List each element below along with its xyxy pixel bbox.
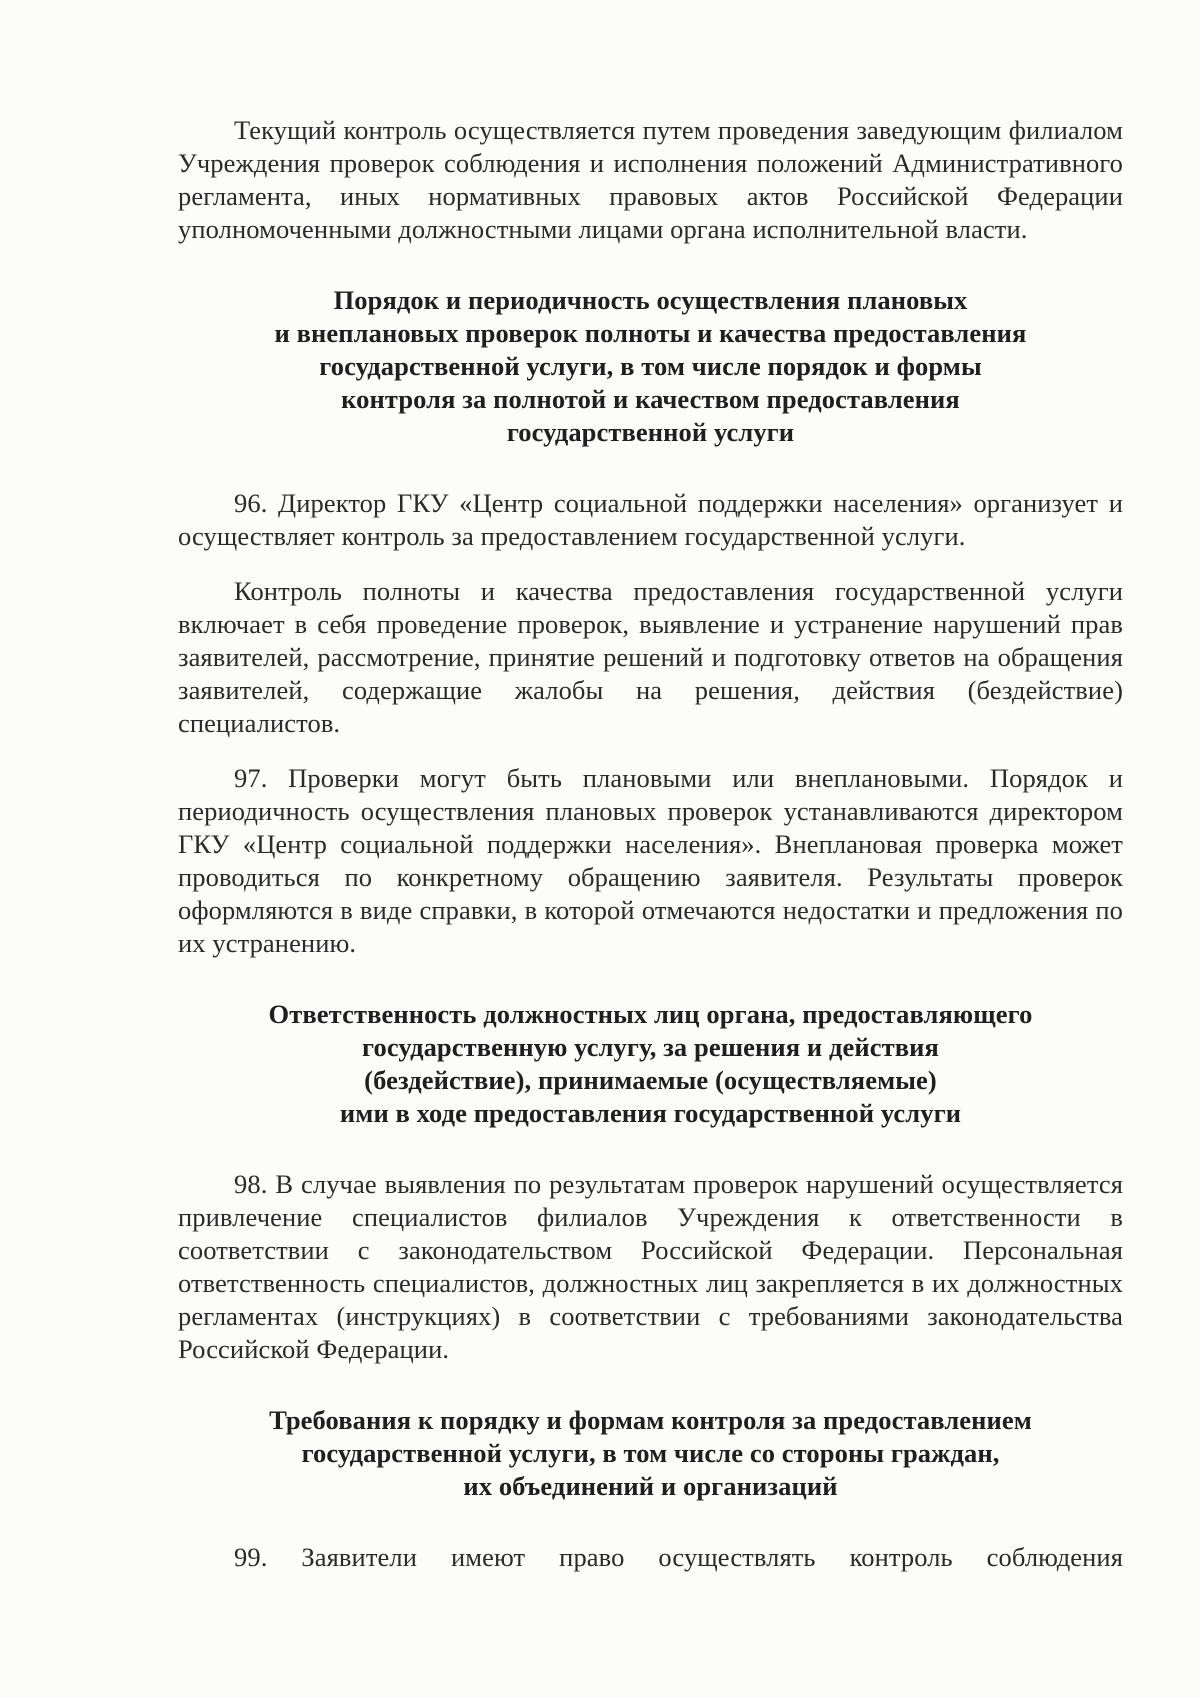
heading-line: Ответственность должностных лиц органа, предоставляющего	[268, 999, 1033, 1029]
heading-line: их объединений и организаций	[463, 1471, 838, 1501]
heading-line: ими в ходе предоставления государственной услуги	[339, 1098, 962, 1128]
heading-line: государственной услуги, в том числе со стороны граждан,	[301, 1438, 1000, 1468]
heading-line: Порядок и периодичность осуществления плановых	[333, 285, 968, 315]
document-body	[178, 114, 1123, 1574]
heading-line: контроля за полнотой и качеством предоставления	[341, 384, 960, 414]
paragraph-96: 96. Директор ГКУ «Центр социальной поддержки населения» организует и осуществляет контроль за предоставлением государственной услуги.	[178, 488, 1123, 551]
paragraph-completeness-control: Контроль полноты и качества предоставления государственной услуги включает в себя проведение проверок, выявление и устранение нарушений прав заявителей, рассмотрение, принятие решений и подготовку ответов на обращения заявителей, содержащие жалобы на решения, действия (бездействие) специалистов.	[178, 576, 1123, 738]
paragraph-97: 97. Проверки могут быть плановыми или внеплановыми. Порядок и периодичность осуществления плановых проверок устанавливаются директором ГКУ «Центр социальной поддержки населения». Внеплановая проверка может проводиться по конкретному обращению заявителя. Результаты проверок оформляются в виде справки, в которой отмечаются недостатки и предложения по их устранению.	[178, 763, 1123, 958]
heading-line: государственную услугу, за решения и действия	[362, 1032, 939, 1062]
heading-line: государственной услуги, в том числе порядок и формы	[319, 351, 982, 381]
paragraph-current-control: Текущий контроль осуществляется путем проведения заведующим филиалом Учреждения проверок соблюдения и исполнения положений Административного регламента, иных нормативных правовых актов Российской Федерации уполномоченными должностными лицами органа исполнительной власти.	[178, 115, 1123, 244]
heading-line: и внеплановых проверок полноты и качества предоставления	[274, 318, 1027, 348]
paragraph-99: 99. Заявители имеют право осуществлять контроль соблюдения	[234, 1542, 1123, 1572]
paragraph-98: 98. В случае выявления по результатам проверок нарушений осуществляется привлечение специалистов филиалов Учреждения к ответственности в соответствии с законодательством Российской Федерации. Персональная ответственность специалистов, должностных лиц закрепляется в их должностных регламентах (инструкциях) в соответствии с требованиями законодательства Российской Федерации.	[178, 1169, 1123, 1364]
heading-official-responsibility	[178, 998, 1123, 1130]
heading-line: Требования к порядку и формам контроля за предоставлением	[269, 1405, 1032, 1435]
heading-inspection-order	[178, 284, 1123, 449]
heading-line: государственной услуги	[506, 417, 795, 447]
heading-control-requirements	[178, 1404, 1123, 1503]
heading-line: (бездействие), принимаемые (осуществляемые)	[364, 1065, 937, 1095]
